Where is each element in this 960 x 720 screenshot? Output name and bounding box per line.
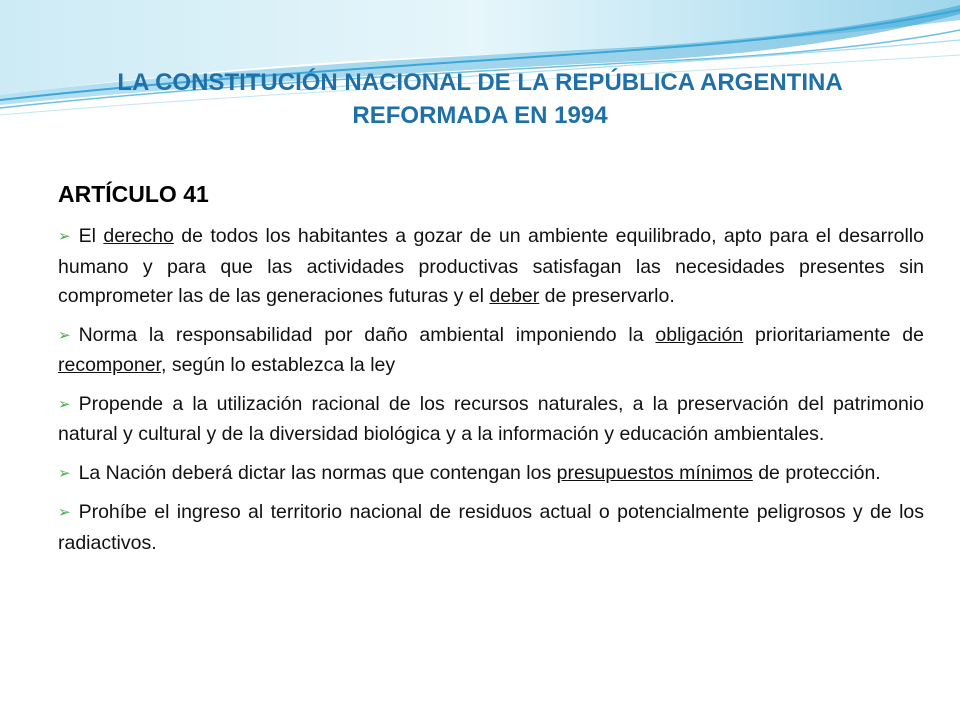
paragraph-text: Prohíbe el ingreso al territorio nacional de residuos actual o potencialmente peligrosos y de los radiactivos. [58, 501, 924, 554]
underlined-term: presupuestos mínimos [556, 461, 753, 484]
article-paragraph [58, 321, 924, 381]
slide-title [40, 66, 920, 132]
underlined-term: obligación [655, 323, 744, 346]
article-content [58, 222, 924, 567]
paragraph-text: La Nación deberá dictar las normas que contengan los [78, 461, 557, 484]
article-paragraph [58, 459, 924, 490]
paragraph-text: de preservarlo. [539, 285, 675, 307]
paragraph-text: de todos los habitantes a gozar de un ambiente equilibrado, apto para el desarrollo humano y para que las actividades productivas satisfagan las necesidades presentes sin comprometer las de las generaciones futuras y el [58, 225, 924, 307]
paragraph-text: prioritariamente de [743, 323, 925, 346]
article-heading: ARTÍCULO 41 [58, 181, 209, 207]
paragraph-text: Norma la responsabilidad por daño ambiental imponiendo la [78, 323, 656, 346]
underlined-term: recomponer [58, 354, 161, 376]
article-paragraph [58, 222, 924, 312]
arrowhead-bullet-icon: ➢ [58, 395, 71, 413]
article-paragraph [58, 390, 924, 450]
arrowhead-bullet-icon: ➢ [58, 504, 71, 521]
paragraph-text: Propende a la utilización racional de los recursos naturales, a la preservación del patrimonio natural y cultural y de la diversidad biológica y a la información y educación ambientales. [58, 392, 924, 445]
title-line-2: REFORMADA EN 1994 [352, 102, 608, 129]
underlined-term: deber [489, 285, 540, 307]
underlined-term: derecho [103, 225, 174, 247]
paragraph-text: , según lo establezca la ley [160, 354, 396, 376]
article-paragraph [58, 498, 924, 558]
arrowhead-bullet-icon: ➢ [58, 228, 71, 245]
paragraph-text: de protección. [752, 461, 881, 484]
paragraph-text: El [78, 225, 104, 247]
title-line-1: LA CONSTITUCIÓN NACIONAL DE LA REPÚBLICA ARGENTINA [117, 69, 843, 96]
arrowhead-bullet-icon: ➢ [58, 464, 71, 482]
arrowhead-bullet-icon: ➢ [58, 326, 71, 344]
